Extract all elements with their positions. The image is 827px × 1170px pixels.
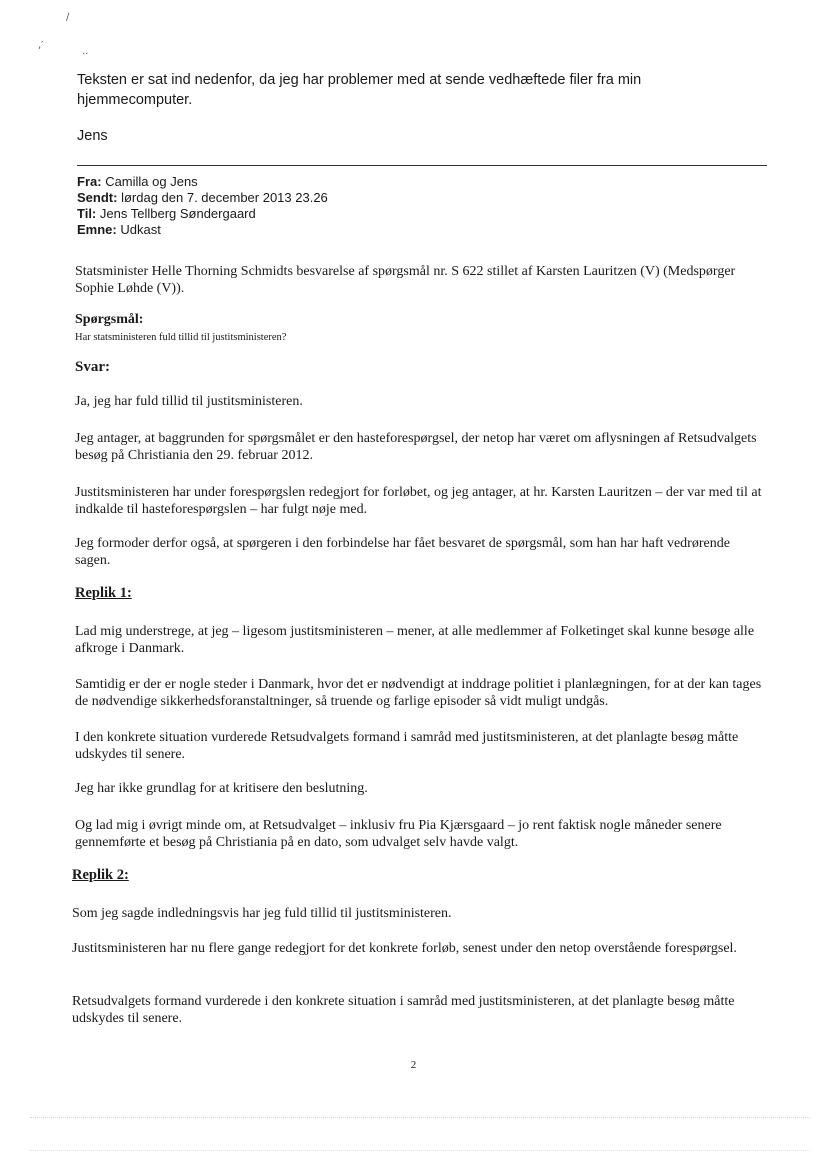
replik1-paragraph: Lad mig understrege, at jeg – ligesom justitsministeren – mener, at alle medlemmer af Folketinget skal kunne besøge alle afkroge i Danmark. [75, 624, 755, 656]
scan-artifact-line [30, 1150, 810, 1151]
question-heading: Spørgsmål: [75, 312, 144, 327]
subject-value: Udkast [120, 222, 161, 237]
subject-line: Emne: Udkast [77, 222, 161, 237]
replik1-heading: Replik 1: [75, 585, 132, 601]
replik2-heading: Replik 2: [72, 867, 129, 883]
from-value: Camilla og Jens [105, 174, 198, 189]
answer-paragraph: Jeg antager, at baggrunden for spørgsmålet er den hasteforespørgsel, der netop har været om aflysningen af Retsudvalgets besøg på Christiania den 29. februar 2012. [75, 431, 757, 463]
to-value: Jens Tellberg Søndergaard [99, 206, 256, 221]
answer-paragraph: Ja, jeg har fuld tillid til justitsministeren. [75, 394, 303, 409]
sent-value: lørdag den 7. december 2013 23.26 [121, 190, 328, 205]
sent-line: Sendt: lørdag den 7. december 2013 23.26 [77, 190, 328, 205]
replik1-paragraph: Og lad mig i øvrigt minde om, at Retsudvalget – inklusiv fru Pia Kjærsgaard – jo rent faktisk nogle måneder senere gennemførte et besøg på Christiania på en dato, som udvalget selv havde valgt. [75, 818, 722, 850]
scan-mark: .. [82, 46, 89, 57]
answer-paragraph: Justitsministeren har under forespørgslen redegjort for forløbet, og jeg antager, at hr. Karsten Lauritzen – der var med til at indkalde til hasteforespørgslen – har fulgt nøje med. [75, 485, 762, 517]
scan-artifact-line [30, 1117, 810, 1118]
to-line: Til: Jens Tellberg Søndergaard [77, 206, 256, 221]
page-number: 2 [410, 1059, 417, 1071]
replik2-paragraph: Retsudvalgets formand vurderede i den konkrete situation i samråd med justitsministeren, at det planlagte besøg måtte udskydes til senere. [72, 994, 735, 1026]
email-intro-text: Teksten er sat ind nedenfor, da jeg har problemer med at sende vedhæftede filer fra min hjemmecomputer. [77, 72, 642, 108]
document-lead: Statsminister Helle Thorning Schmidts besvarelse af spørgsmål nr. S 622 stillet af Karsten Lauritzen (V) (Medspørger Sophie Løhde (V)). [75, 264, 736, 296]
answer-heading: Svar: [75, 359, 110, 375]
email-signoff: Jens [77, 128, 108, 144]
scan-mark: ,′ [38, 40, 44, 51]
replik1-paragraph: Samtidig er der er nogle steder i Danmark, hvor det er nødvendigt at inddrage politiet i planlægningen, for at der kan tages de nødvendige sikkerhedsforanstaltninger, så truende og farlige episoder så vidt muligt undgås. [75, 677, 762, 709]
scan-mark: ∕ [66, 12, 70, 23]
replik2-paragraph: Justitsministeren har nu flere gange redegjort for det konkrete forløb, senest under den netop overstående forespørgsel. [72, 941, 737, 956]
replik1-paragraph: Jeg har ikke grundlag for at kritisere den beslutning. [75, 781, 368, 796]
header-divider [77, 165, 767, 166]
question-text: Har statsministeren fuld tillid til justitsministeren? [75, 332, 287, 343]
replik1-paragraph: I den konkrete situation vurderede Retsudvalgets formand i samråd med justitsministeren, at det planlagte besøg måtte udskydes til senere. [75, 730, 739, 762]
email-forward-header [77, 174, 328, 238]
replik2-paragraph: Som jeg sagde indledningsvis har jeg fuld tillid til justitsministeren. [72, 906, 452, 921]
answer-paragraph: Jeg formoder derfor også, at spørgeren i den forbindelse har fået besvaret de spørgsmål, som han har haft vedrørende sagen. [75, 536, 730, 568]
from-line: Fra: Camilla og Jens [77, 174, 198, 189]
